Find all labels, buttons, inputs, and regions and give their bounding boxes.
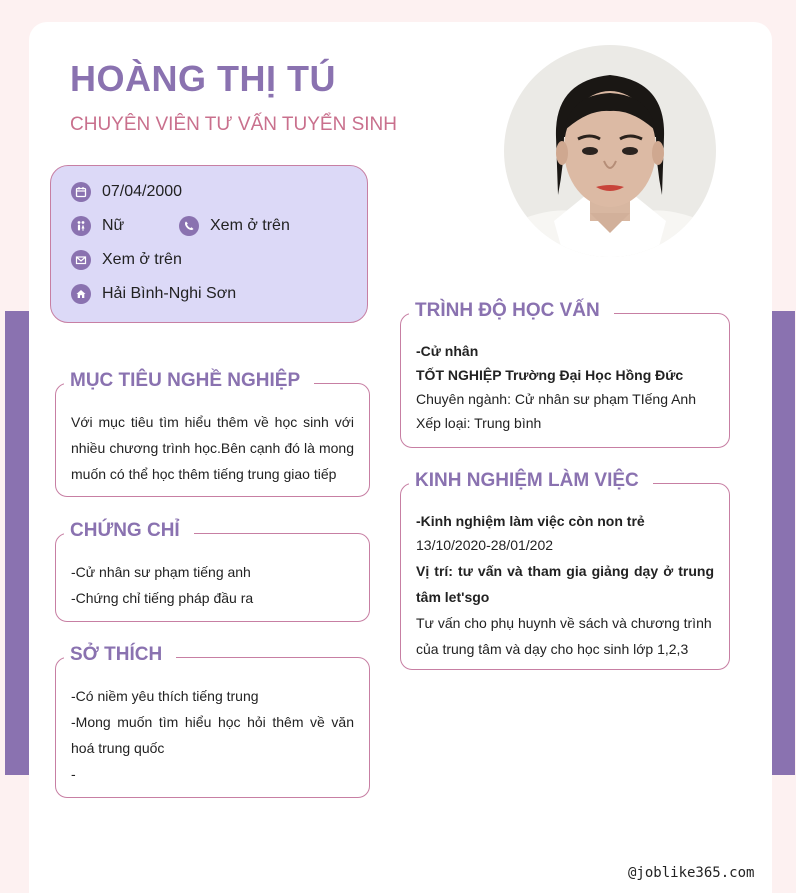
objective-text: Với mục tiêu tìm hiểu thêm về học sinh với nhiều chương trình học.Bên cạnh đó là mong muốn có thể học thêm tiếng trung giao tiếp xyxy=(71,414,354,482)
education-title: TRÌNH ĐỘ HỌC VẤN xyxy=(409,300,614,322)
hobbies-section xyxy=(55,644,370,798)
left-accent-band xyxy=(5,311,29,775)
gender-value: Nữ xyxy=(102,217,125,234)
gender-icon xyxy=(71,216,91,236)
hobby-item: -Mong muốn tìm hiểu học hỏi thêm về văn hoá trung quốc xyxy=(71,714,354,756)
experience-position: Vị trí: tư vấn và tham gia giảng dạy ở trung tâm let'sgo xyxy=(416,563,714,605)
home-icon xyxy=(71,284,91,304)
hobby-item: - xyxy=(71,766,76,782)
education-grade: Xếp loại: Trung bình xyxy=(416,415,542,431)
certificates-section xyxy=(55,520,370,622)
hobbies-list xyxy=(71,683,354,787)
gender-row xyxy=(71,216,124,236)
hobby-item: -Có niềm yêu thích tiếng trung xyxy=(71,688,259,704)
email-icon xyxy=(71,250,91,270)
calendar-icon xyxy=(71,182,91,202)
birthday-row xyxy=(71,182,182,202)
certificate-item: -Cử nhân sư phạm tiếng anh xyxy=(71,564,251,580)
email-value: Xem ở trên xyxy=(102,251,182,268)
education-school: TỐT NGHIỆP Trường Đại Học Hồng Đức xyxy=(416,367,684,383)
email-row xyxy=(71,250,182,270)
experience-title: KINH NGHIỆM LÀM VIỆC xyxy=(409,470,653,492)
certificate-item: -Chứng chỉ tiếng pháp đầu ra xyxy=(71,590,254,606)
objective-section xyxy=(55,370,370,497)
education-degree: -Cử nhân xyxy=(416,343,479,359)
objective-title: MỤC TIÊU NGHỀ NGHIỆP xyxy=(64,370,314,392)
watermark: @joblike365.com xyxy=(628,865,755,881)
experience-section xyxy=(400,470,730,670)
phone-value: Xem ở trên xyxy=(210,217,290,234)
candidate-name: HOÀNG THỊ TÚ xyxy=(70,58,336,99)
right-accent-band xyxy=(772,311,795,775)
education-major: Chuyên ngành: Cử nhân sư phạm TIếng Anh xyxy=(416,391,697,407)
certificates-title: CHỨNG CHỈ xyxy=(64,520,194,542)
profile-photo xyxy=(504,45,716,257)
birthday-value: 07/04/2000 xyxy=(102,183,183,200)
experience-description: Tư vấn cho phụ huynh về sách và chương trình của trung tâm và dạy cho học sinh lớp 1,2,3 xyxy=(416,615,712,657)
experience-period: 13/10/2020-28/01/202 xyxy=(416,537,554,553)
education-section xyxy=(400,300,730,448)
phone-icon xyxy=(179,216,199,236)
experience-details xyxy=(416,509,714,662)
hobbies-title: SỞ THÍCH xyxy=(64,644,176,666)
education-details xyxy=(416,339,714,435)
certificates-list xyxy=(71,559,354,611)
experience-heading: -Kinh nghiệm làm việc còn non trẻ xyxy=(416,513,645,529)
portrait-illustration xyxy=(504,45,716,257)
address-row xyxy=(71,284,236,304)
address-value: Hải Bình-Nghi Sơn xyxy=(102,285,237,302)
candidate-role: CHUYÊN VIÊN TƯ VẤN TUYỂN SINH xyxy=(70,114,397,135)
contact-card xyxy=(50,165,368,323)
phone-row xyxy=(179,216,290,236)
